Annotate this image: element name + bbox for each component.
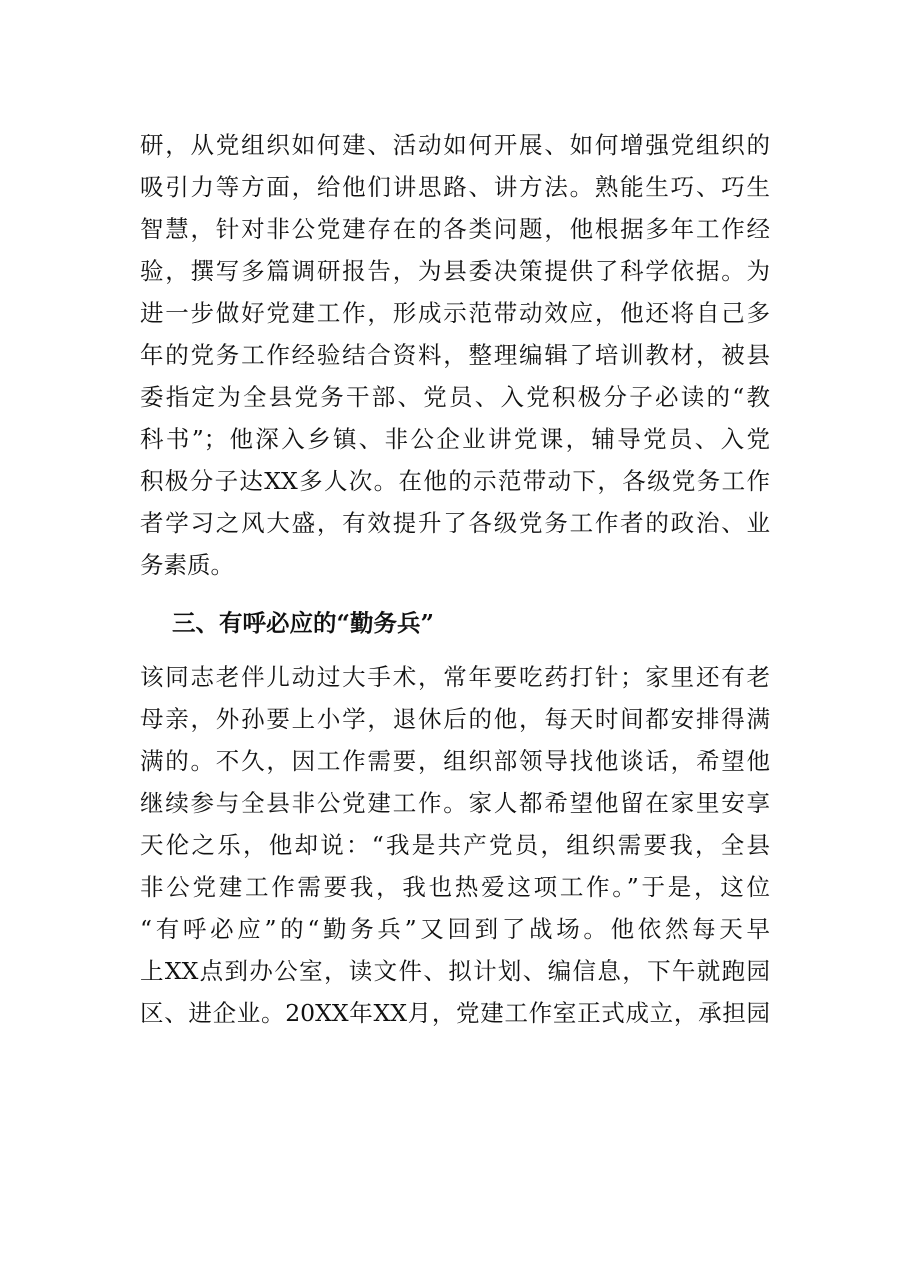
paragraph-on-call-orderly xyxy=(140,656,770,1034)
paragraph-party-building-training xyxy=(140,124,770,586)
text-line: 年的党务工作经验结合资料，整理编辑了培训教材，被县 xyxy=(140,341,770,369)
text-line: 务素质。 xyxy=(140,551,234,579)
text-line: “有呼必应”的“勤务兵”又回到了战场。他依然每天早 xyxy=(140,915,770,943)
text-line: 该同志老伴儿动过大手术，常年要吃药打针；家里还有老 xyxy=(140,663,770,691)
text-line: 区、进企业。20XX年XX月，党建工作室正式成立，承担园 xyxy=(140,999,770,1027)
text-line: 研，从党组织如何建、活动如何开展、如何增强党组织的 xyxy=(140,131,770,159)
text-line: 者学习之风大盛，有效提升了各级党务工作者的政治、业 xyxy=(140,509,770,537)
text-line: 继续参与全县非公党建工作。家人都希望他留在家里安享 xyxy=(140,789,770,817)
section-heading-3: 三、有呼必应的“勤务兵” xyxy=(172,609,435,637)
text-line: 天伦之乐，他却说：“我是共产党员，组织需要我，全县 xyxy=(140,831,770,859)
text-line: 进一步做好党建工作，形成示范带动效应，他还将自己多 xyxy=(140,299,770,327)
text-line: 验，撰写多篇调研报告，为县委决策提供了科学依据。为 xyxy=(140,257,770,285)
text-line: 智慧，针对非公党建存在的各类问题，他根据多年工作经 xyxy=(140,215,770,243)
text-line: 非公党建工作需要我，我也热爱这项工作。”于是，这位 xyxy=(140,873,770,901)
text-line: 上XX点到办公室，读文件、拟计划、编信息，下午就跑园 xyxy=(140,957,770,985)
text-line: 吸引力等方面，给他们讲思路、讲方法。熟能生巧、巧生 xyxy=(140,173,770,201)
document-body xyxy=(140,124,770,1034)
text-line: 母亲，外孙要上小学，退休后的他，每天时间都安排得满 xyxy=(140,705,770,733)
text-line: 委指定为全县党务干部、党员、入党积极分子必读的“教 xyxy=(140,383,770,411)
text-line: 满的。不久，因工作需要，组织部领导找他谈话，希望他 xyxy=(140,747,770,775)
text-line: 积极分子达XX多人次。在他的示范带动下，各级党务工作 xyxy=(140,467,770,495)
text-line: 科书”；他深入乡镇、非公企业讲党课，辅导党员、入党 xyxy=(140,425,770,453)
